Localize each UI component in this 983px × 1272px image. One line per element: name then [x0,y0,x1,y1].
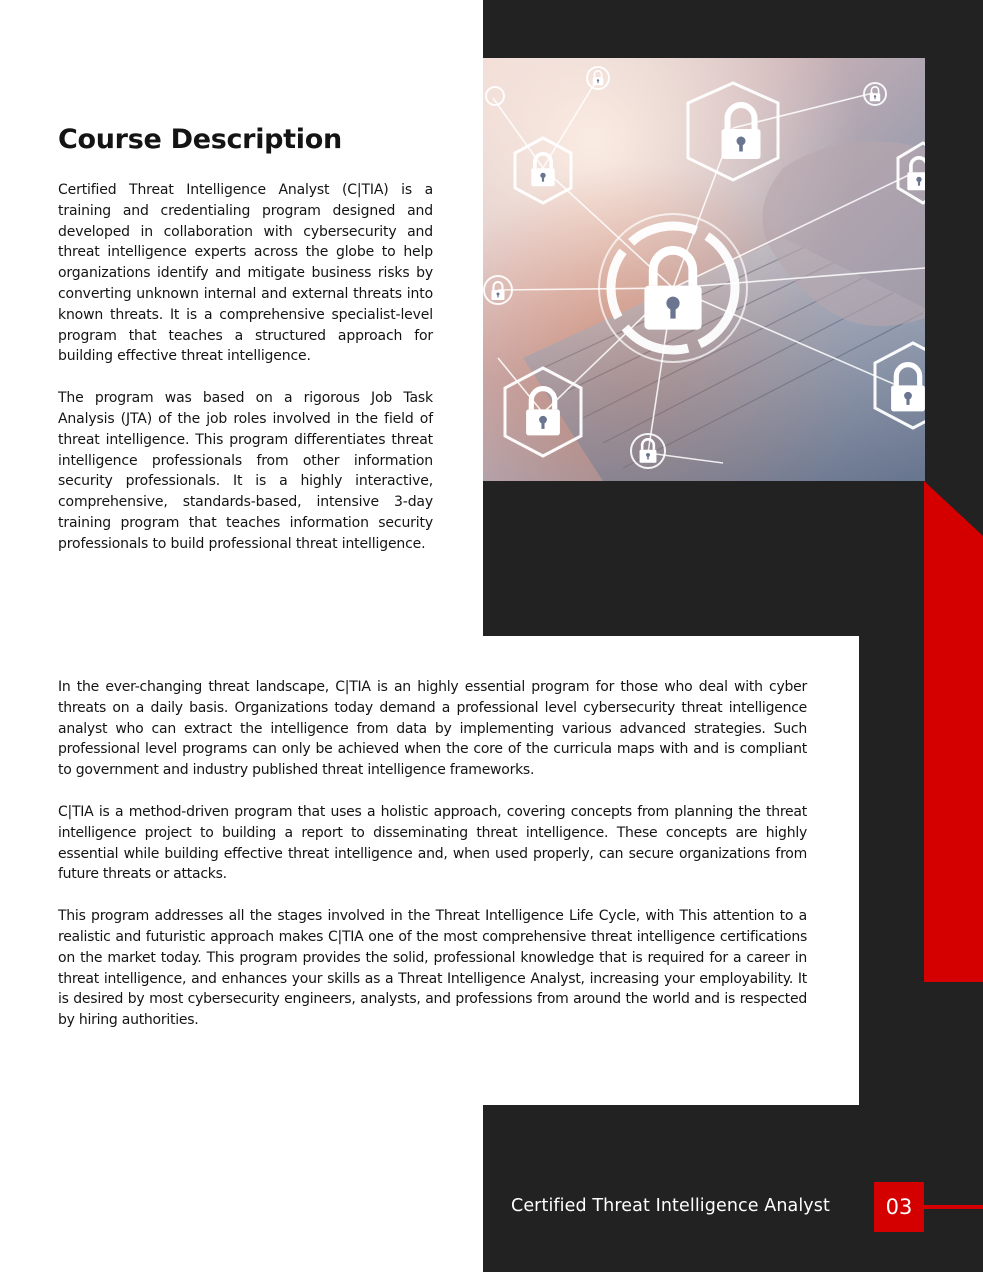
padlock-network-icon [483,58,925,481]
page-number: 03 [874,1182,924,1232]
paragraph: Certified Threat Intelligence Analyst (C|TIA) is a training and credentialing program designed and developed in collaboration with cybersecurity and threat intelligence experts across the globe to help organizations identify and mitigate business risks by converting unknown internal and external threats into known threats. It is a comprehensive specialist-level program that teaches a structured approach for building effective threat intelligence. [58,182,433,365]
paragraph: In the ever-changing threat landscape, C|TIA is an highly essential program for those who deal with cyber threats on a daily basis. Organizations today demand a professional level cybersecurity threat intelligence analyst who can extract the intelligence from data by implementing various advanced strategies. Such professional level programs can only be achieved when the core of the curricula maps with and is compliant to government and industry published threat intelligence frameworks. [58,679,807,779]
page-heading: Course Description [58,124,342,155]
main-column [58,677,807,1052]
paragraph: This program addresses all the stages involved in the Threat Intelligence Life Cycle, with This attention to a realistic and futuristic approach makes C|TIA one of the most comprehensive threat intelligence certifications on the market today. This program provides the solid, professional knowledge that is required for a career in threat intelligence, and enhances your skills as a Threat Intelligence Analyst, increasing your employability. It is desired by most cybersecurity engineers, analysts, and professions from around the world and is respected by hiring authorities. [58,908,807,1029]
intro-column [58,180,433,576]
page-number-rule [924,1205,983,1209]
hero-image-cybersecurity [483,58,925,481]
red-accent-bar [924,481,983,982]
paragraph: C|TIA is a method-driven program that uses a holistic approach, covering concepts from planning the threat intelligence project to building a report to disseminating threat intelligence. These concepts are highly essential while building effective threat intelligence and, when used properly, can secure organizations from future threats or attacks. [58,803,807,883]
footer-title: Certified Threat Intelligence Analyst [511,1196,830,1216]
paragraph: The program was based on a rigorous Job Task Analysis (JTA) of the job roles involved in the field of threat intelligence. This program differentiates threat intelligence professionals from other information security professionals. It is a highly interactive, comprehensive, standards-based, intensive 3-day training program that teaches information security professionals to build professional threat intelligence. [58,390,433,552]
